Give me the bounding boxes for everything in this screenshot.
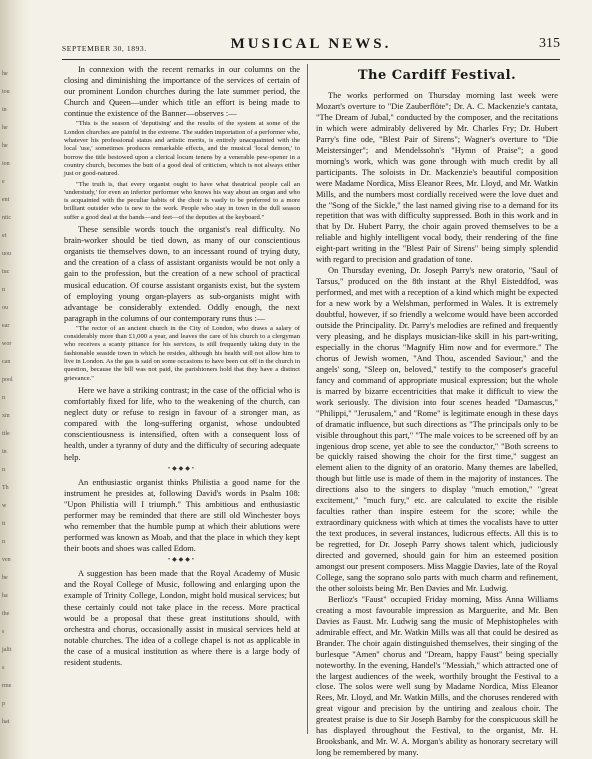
margin-fragment: hat [2, 719, 10, 725]
margin-fragment: ent [2, 197, 10, 203]
margin-fragment: w [2, 503, 7, 509]
margin-fragment: be [2, 575, 8, 581]
margin-fragment: in [2, 449, 7, 455]
margin-fragment: et [2, 233, 7, 239]
masthead: MUSICAL NEWS. [230, 36, 392, 52]
quotation: "This is the season of 'deputising' and the results of the system at some of the London churches are painful in the extreme. The sudden importation of a performer who, whatever his professional status and artistic merits, is entirely unacquainted with the local 'use,' sometimes produces remarkable effects, and the musical 'local demon,' to borrow the title bestowed upon a clerical locum tenens by a venerable pew-opener in a country church, becomes the butt of a good deal of criticism, which is not always either just or good-natured. [64, 120, 300, 178]
page-header [62, 34, 560, 56]
margin-fragment: the [2, 611, 10, 617]
left-column [64, 64, 300, 734]
margin-fragment: he [2, 125, 8, 131]
column-divider [307, 64, 308, 734]
margin-fragment: he [2, 71, 8, 77]
paragraph: In connexion with the recent remarks in our columns on the closing and diminishing the importance of the services of certain of our prominent London churches during the late summer period, the Church and Queen—under which title an effort is being made to continue the existence of the Banner—observes :— [64, 65, 300, 119]
margin-fragment: wor [2, 341, 12, 347]
margin-fragment: ion [2, 161, 10, 167]
margin-fragment: uou [2, 251, 11, 257]
margin-fragment: n [2, 287, 5, 293]
quotation: "The rector of an ancient church in the City of London, who draws a salary of considerably more than £1,000 a year, and leaves the care of his church to a clergyman who receives a scanty pittance for his services, is still frequently taking duty in the fashionable seaside town in which he resides, although his health will not allow him to live in London. As the gas is said on some occasions to have been cut off in the church in question, because the bill was not paid, the parishioners hold that they have a distinct grievance." [64, 324, 300, 382]
margin-fragment: ou [2, 305, 8, 311]
margin-fragment: ha [2, 593, 8, 599]
margin-fragment: ear [2, 323, 10, 329]
margin-fragment: ttle [2, 431, 10, 437]
margin-fragment: in [2, 107, 7, 113]
margin-fragment: ven [2, 557, 11, 563]
page-number: 315 [539, 36, 560, 51]
paragraph: Here we have a striking contrast; in the case of the official who is comfortably fixed for life, who to the weakening of the church, can neglect duty or refuse to resign in favour of a stronger man, as compared with the long-suffering organist, whose undoubted conscientiousness is intensified, often with a consequent loss of health, under a tyranny of duty and the difficulty of securing adequate help. [64, 385, 300, 462]
paragraph: On Thursday evening, Dr. Joseph Parry's new oratorio, "Saul of Tarsus," produced on the 8th instant at the Rhyl Eisteddfod, was performed, and met with a reception of a kind which might be expected for a new work by a Welshman, performed in Wales. It is extremely doubtful, however, if so friendly a welcome would have been accorded outside the Principality. Dr. Parry's melodies are refined and frequently very pleasing, and he displays musician-like skill in his part-writing, especially in the chorus "Magnify Him now and for evermore." The chorus of Jewish women, "And Thou, ascended Saviour," and the angels' song, "Sleep on, beloved," testify to the composer's graceful fancy and command of appropriate musical expression; but the whole is marred by bizarre eccentricities that make it difficult to view the work seriously. The division into four scenes headed "Damascus," "Philippi," "Jerusalem," and "Rome" is legitimate enough in these days of dramatic influence, but such directions as "The principals only to be visible throughout this part," "The male voices to be screened off by an ingenious drop scene, yet able to see the conductor," "Both screens to be quickly raised showing the choir for the first time," suggest an element alien to the dignity of an oratorio. Many themes are labelled, though but little use is made of them in the majority of instances. The directions also to the singers to display "much emotion," "great excitement," "much fury," etc. are calculated to excite the risible faculties rather than inspire esteem for the score; while the extraordinary quickness with which at times the vocalists have to utter the text produces, in several instances, ludicrous effects. All this is to be regretted, for Dr. Joseph Parry shows talent which, judiciously directed and governed, should gain for him an esteemed position amongst our present composers. Miss Maggie Davies, late of the Royal College, sang the soprano solo parts with much charm and refinement, the other soloists being Mr. Ben Davies and Mr. Ludwig. [316, 265, 558, 593]
section-separator: •◆◆◆• [167, 465, 197, 472]
margin-fragment: e [2, 179, 5, 185]
margin-fragment: can [2, 359, 11, 365]
margin-fragment: pool [2, 377, 13, 383]
margin-fragment: rme [2, 683, 12, 689]
margin-fragment: jalit [2, 647, 12, 653]
margin-fragment: n [2, 395, 5, 401]
header-rule [62, 59, 560, 60]
margin-fragment: he [2, 143, 8, 149]
paragraph: Berlioz's "Faust" occupied Friday morning, Miss Anna Williams creating a most favourable impression as Marguerite, and Mr. Ben Davies as Faust. Mr. Ludwig sang the music of Mephistopheles with admirable effect, and Mr. Watkin Mills was all that could be desired as Brander. The choir again distinguished themselves, their singing of the burlesque "Amen" chorus and "Dream, happy Faust" being specially noteworthy. In the evening, Handel's "Messiah," which attracted one of the largest audiences of the week, worthily brought the Festival to a close. The solos were well sung by Madame Nordica, Miss Eleanor Rees, Mr. Lloyd, and Mr. Watkin Mills, and the choruses rendered with great vigour and precision by the untiring and zealous choir. The greatest praise is due to Sir Joseph Barnby for the conspicuous skill he has displayed throughout the Festival, to the organist, Mr. H. Brooksbank, and Mr. W. A. Morgan's ability as honorary secretary will long be remembered by many. [316, 593, 558, 758]
issue-date: SEPTEMBER 30, 1893. [62, 44, 147, 53]
margin-fragment: xin [2, 413, 10, 419]
margin-fragment: Th [2, 485, 9, 491]
margin-fragment: s [2, 665, 5, 671]
paragraph: An enthusiastic organist thinks Philistia a good name for the instrument he presides at, following David's words in Psalm 108: "Upon Philistia will I triumph." This ambitious and enthusiastic performer may be reminded that there are still old Winchester boys who remember that the humble pump at which their ablutions were performed was known as Moab, and that the place in which they kept their boots and shoes was called Edom. [64, 477, 300, 554]
margin-fragment: s [2, 629, 5, 635]
margin-fragment: tou [2, 89, 10, 95]
margin-fragment: n [2, 539, 5, 545]
binding-margin [0, 0, 30, 759]
quotation: "The truth is, that every organist ought to have what theatrical people call an 'understudy,' for even an inferior performer who knows his way about an organ and who is acquainted with the peculiar habits of the choir is vastly to be preferred to a more brilliant outsider who is new to the work. People who stay in town in the dull season suffer a good deal at the hands—and feet—of the deputies at the keyboard." [64, 180, 300, 221]
margin-fragment: tuc [2, 269, 10, 275]
paragraph: These sensible words touch the organist's real difficulty. No brain-worker should be tied down, as many of our conscientious organists tie themselves down, to an incessant round of trying duty, and the creation of a class of assistant organists would be not only a gain to the profession, but the creation of a new school of practical musical education. Of course assistant organists exist, but the system of employing young organ-players as sub-organists might with advantage be considerably extended. Oddly enough, the next paragraph in the columns of our contemporary runs thus :— [64, 225, 300, 323]
article-title: The Cardiff Festival. [357, 68, 517, 83]
margin-fragment: ntic [2, 215, 11, 221]
section-separator: •◆◆◆• [167, 557, 197, 564]
margin-fragment: n [2, 467, 5, 473]
paragraph: The works performed on Thursday morning last week were Mozart's overture to "Die Zauberflöte"; Dr. A. C. Mackenzie's cantata, "The Dream of Jubal," conducted by the composer, and the recitations in which were admirably delivered by Mr. Charles Fry; Dr. Hubert Parry's fine ode, "Blest Pair of Sirens"; Wagner's overture to "Die Meistersinger"; and Mendelssohn's "Hymn of Praise"; a good morning's work, which was gone through with much credit by all participants. The soloists in Dr. Mackenzie's beautiful composition were Madame Nordica, Miss Eleanor Rees, Mr. Lloyd, and Mr. Watkin Mills, and the numbers most cordially received were the love duet and the "Song of the Sickle," the last named giving rise to a demand for its repetition that was with difficulty suppressed. Both in this work and in that by Dr. Hubert Parry, the choir again proved themselves to be a reliable and highly intelligent vocal body, their rendering of the fine eight-part writing in the "Blest Pair of Sirens" being simply splendid with regard to precision and gradation of tone. [316, 90, 558, 265]
paragraph: A suggestion has been made that the Royal Academy of Music and the Royal College of Music, following and enlarging upon the example of Trinity College, London, might hold musical services; but these certainly could not take place in the recess. More practical would be a proposal that these great institutions should, with orchestra and chorus, occasionally assist in musical services held at notable churches. The idea of a college chapel is not as applicable in the case of a musical institution as where there is a large body of resident students. [64, 569, 300, 668]
margin-fragment: tt [2, 521, 6, 527]
right-column [316, 64, 558, 758]
margin-fragment: p [2, 701, 5, 707]
